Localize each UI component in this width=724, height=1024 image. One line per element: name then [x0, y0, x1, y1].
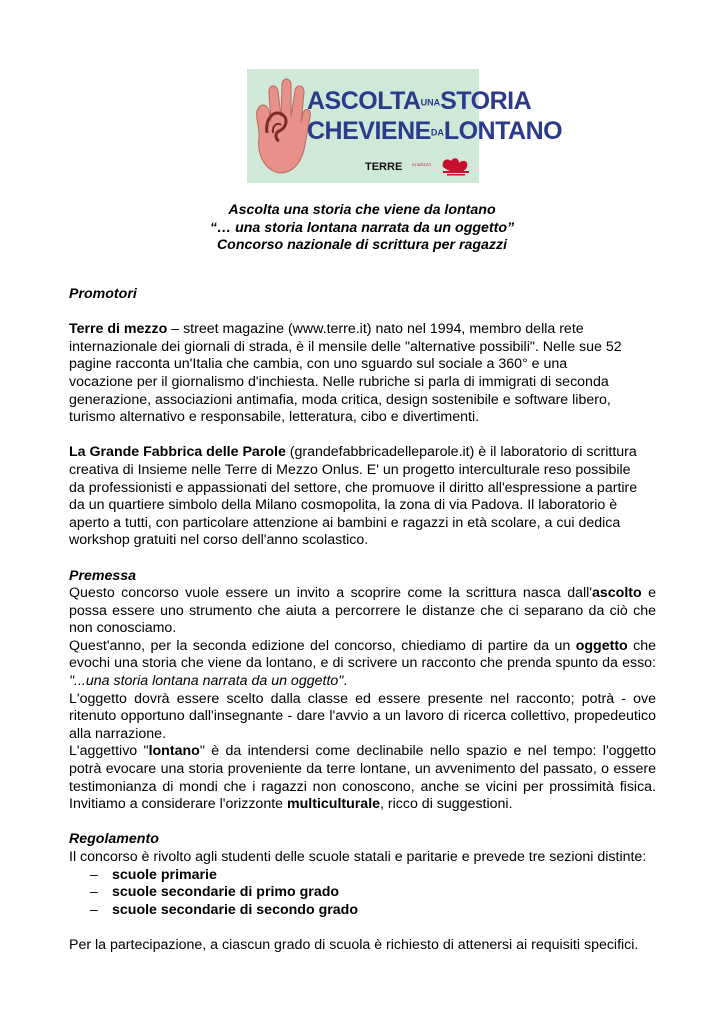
paragraph-premessa-2: Quest'anno, per la seconda edizione del concorso, chiediamo di partire da un oggetto che evochi una storia che viene da lontano, e di scrivere un racconto che prenda spunto da esso: "...una storia lontana narrata da un oggetto".: [69, 637, 656, 690]
paragraph-terre-di-mezzo: Terre di mezzo – street magazine (www.terre.it) nato nel 1994, membro della rete internazionale dei giornali di strada, è il mensile delle "alternative possibili". Nelle sue 52 pagine racconta un'Italia che cambia, con uno sguardo sul sociale a 360° e una vocazione per il giornalismo d'inchiesta. Nelle rubriche si parla di immigrati di seconda generazione, associazioni antimafia, moda critica, design sostenibile e software libero, turismo alternativo e responsabile, letteratura, cibo e divertimenti.: [69, 321, 622, 426]
document-body: [69, 286, 656, 955]
document-title: [0, 202, 724, 255]
contest-logo: [247, 69, 563, 183]
section-heading-regolamento: Regolamento: [69, 831, 159, 848]
title-line-2: “… una storia lontana narrata da un oggetto”: [209, 219, 515, 236]
paragraph-regolamento-closing: Per la partecipazione, a ciascun grado di scuola è richiesto di attenersi ai requisiti specifici.: [69, 936, 639, 953]
section-heading-promotori: Promotori: [69, 286, 137, 302]
section-heading-premessa: Premessa: [69, 567, 137, 584]
list-item: – scuole secondarie di secondo grado: [90, 901, 358, 918]
paragraph-premessa-4: L'aggettivo "lontano" è da intendersi come declinabile nello spazio e nel tempo: l'oggetto potrà evocare una storia proveniente da terre lontane, un avvenimento del passato, o essere testimonianza di mondi che i ragazzi non conoscono, anche se vicini per prossimità fisica. Invitiamo a considerare l'orizzonte multiculturale, ricco di suggestioni.: [69, 743, 656, 813]
terre-di-mezzo-brand: TERRE: [365, 161, 403, 173]
school-sections-list: [69, 867, 656, 920]
partner-logo-icon: [439, 155, 473, 177]
title-line-1: Ascolta una storia che viene da lontano: [228, 202, 496, 218]
ear-hand-icon: [249, 73, 311, 179]
org-name-terre-di-mezzo: Terre di mezzo: [69, 321, 168, 338]
logo-line-2: CHEVIENEDALONTANO: [307, 117, 563, 145]
list-item: – scuole secondarie di primo grado: [90, 884, 340, 901]
org-name-grande-fabbrica: La Grande Fabbrica delle Parole: [69, 444, 286, 461]
title-line-3: Concorso nazionale di scrittura per ragazzi: [216, 237, 508, 254]
logo-line-1: ASCOLTAUNASTORIA: [307, 87, 532, 115]
paragraph-premessa-3: L'oggetto dovrà essere scelto dalla classe ed essere presente nel racconto; potrà - ove ritenuto opportuno dall'insegnante - dare l'avvio a un lavoro di ricerca collettivo, propedeutico alla narrazione.: [69, 690, 656, 742]
paragraph-premessa-1: Questo concorso vuole essere un invito a scoprire come la scrittura nasca dall'ascolto e possa essere uno strumento che aiuta a percorrere le distanze che ci separano da ciò che non conosciamo.: [69, 585, 657, 637]
paragraph-grande-fabbrica: La Grande Fabbrica delle Parole (grandefabbricadelleparole.it) è il laboratorio di scrittura creativa di Insieme nelle Terre di Mezzo Onlus. E' un progetto interculturale reso possibile da professionisti e appassionati del settore, che promuove il diritto all'espressione a partire da un quartiere simbolo della Milano cosmopolita, la zona di via Padova. Il laboratorio è aperto a tutti, con particolare attenzione ai bambini e ragazzi in età scolare, a cui dedica workshop gratuiti nel corso dell'anno scolastico.: [69, 444, 638, 549]
paragraph-regolamento-intro: Il concorso è rivolto agli studenti delle scuole statali e paritarie e prevede tre sezioni distinte:: [69, 849, 647, 865]
terre-di-mezzo-subtitle: DI MEZZO: [412, 162, 432, 167]
list-item: – scuole primarie: [90, 866, 217, 883]
